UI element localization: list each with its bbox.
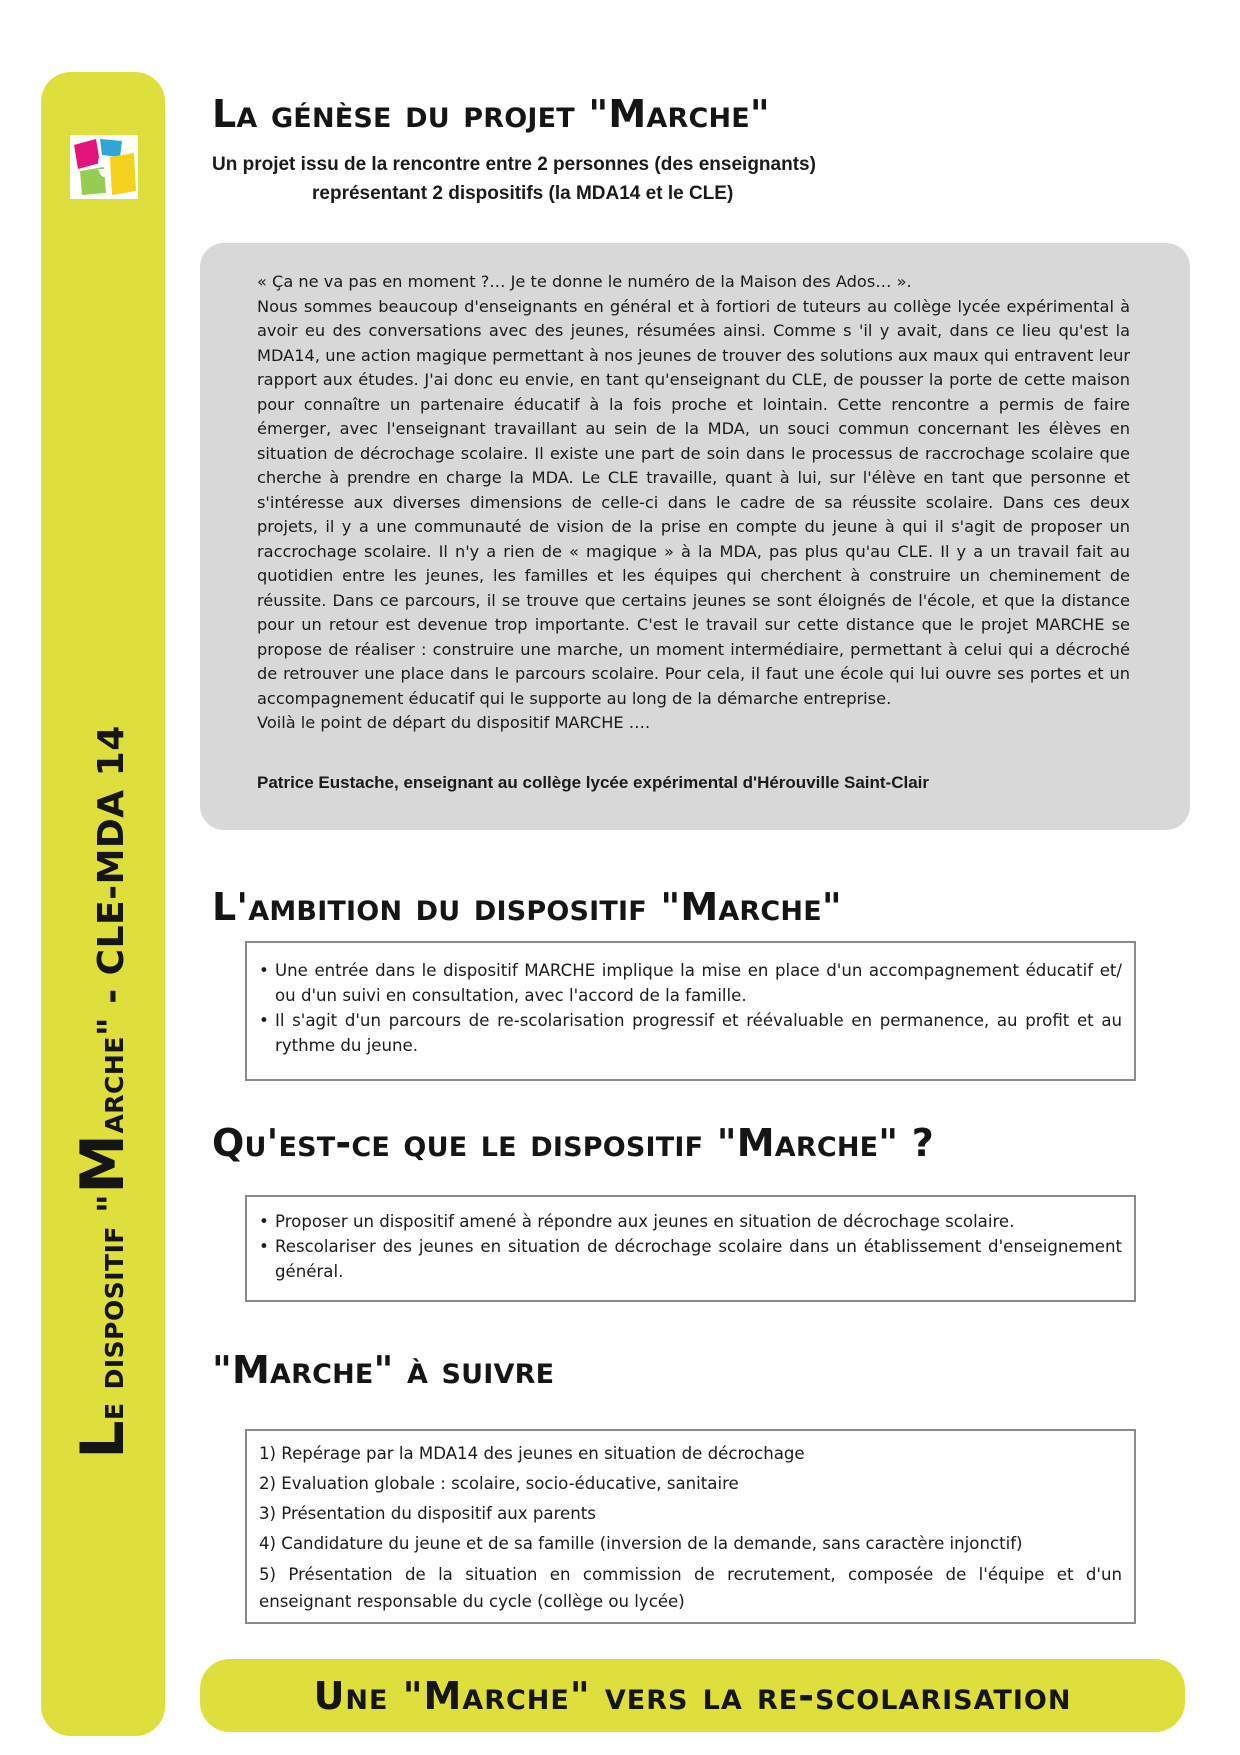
heading-genese: La génèse du projet "Marche" [212, 92, 770, 136]
list-item: • Proposer un dispositif amené à répondre aux jeunes en situation de décrochage scolaire. [259, 1209, 1122, 1234]
list-item: • Une entrée dans le dispositif MARCHE implique la mise en place d'un accompagnement éducatif et/ ou d'un suivi en consultation, avec l'accord de la famille. [259, 958, 1122, 1008]
steps-box [245, 1429, 1136, 1624]
subtitle-line-1: Un projet issu de la rencontre entre 2 personnes (des enseignants) [212, 154, 816, 175]
sidebar-band [41, 72, 165, 1736]
step-item: 5) Présentation de la situation en commission de recrutement, composée de l'équipe et d'un enseignant responsable du cycle (collège ou lycée) [259, 1565, 1122, 1611]
footer-banner [200, 1659, 1185, 1732]
bullet-icon: • [259, 1237, 269, 1256]
step-item: 1) Repérage par la MDA14 des jeunes en situation de décrochage [259, 1444, 805, 1463]
step-item: 2) Evaluation globale : scolaire, socio-éducative, sanitaire [259, 1474, 739, 1493]
quote-opening: « Ça ne va pas en moment ?… Je te donne le numéro de la Maison des Ados… ». [257, 272, 912, 291]
bullet-icon: • [259, 961, 269, 980]
subtitle-line-2: représentant 2 dispositifs (la MDA14 et le CLE) [312, 183, 734, 204]
quote-closing: Voilà le point de départ du dispositif MARCHE …. [257, 713, 651, 732]
ambition-box [245, 941, 1136, 1081]
heading-ambition: L'ambition du dispositif "Marche" [212, 885, 842, 929]
sidebar-title: Le dispositif "Marche" - CLE-MDA 14 [68, 725, 138, 1459]
step-item: 3) Présentation du dispositif aux parents [259, 1504, 596, 1523]
heading-quest-ce: Qu'est-ce que le dispositif "Marche" ? [212, 1121, 934, 1165]
quest-ce-list [259, 1209, 1122, 1284]
logo-graphic [70, 135, 138, 199]
bullet-icon: • [259, 1011, 269, 1030]
genese-subtitle [212, 150, 972, 208]
quote-body: Nous sommes beaucoup d'enseignants en général et à fortiori de tuteurs au collège lycée expérimental à avoir eu des conversations avec des jeunes, résumées ainsi. Comme s 'il y avait, dans ce lieu qu'est la MDA14, une action magique permettant à nos jeunes de trouver des solutions aux maux qui entravent leur rapport aux études. J'ai donc eu envie, en tant qu'enseignant du CLE, de pousser la porte de cette maison pour connaître un partenaire éducatif à la fois proche et lointain. Cette rencontre a permis de faire émerger, avec l'enseignant travaillant au sein de la MDA, un souci commun concernant les élèves en situation de décrochage scolaire. Il existe une part de soin dans le processus de raccrochage scolaire que cherche à prendre en charge la MDA. Le CLE travaille, quant à lui, sur l'élève en tant que personne et s'intéresse aux diverses dimensions de celle-ci dans le cadre de sa réussite scolaire. Dans ces deux projets, il y a une communauté de vision de la prise en compte du jeune à qui il s'agit de proposer un raccrochage scolaire. Il n'y a rien de « magique » à la MDA, pas plus qu'au CLE. Il y a un travail fait au quotidien entre les jeunes, les familles et les équipes qui cherchent à construire un cheminement de réussite. Dans ce parcours, il se trouve que certains jeunes se sont éloignés de l'école, et que la distance pour un retour est devenue trop importante. C'est le travail sur cette distance que le projet MARCHE se propose de réaliser : construire une marche, un moment intermédiaire, permettant à celui qui a décroché de retrouver une place dans le parcours scolaire. Pour cela, il faut une école qui lui ouvre ses portes et un accompagnement éducatif qui le supporte au long de la démarche entreprise. [257, 296, 1130, 708]
quest-ce-box [245, 1195, 1136, 1302]
step-item: 4) Candidature du jeune et de sa famille (inversion de la demande, sans caractère injonctif) [259, 1534, 1023, 1553]
steps-list [259, 1439, 1122, 1615]
footer-slogan: Une "Marche" vers la re-scolarisation [313, 1673, 1072, 1718]
list-item: • Rescolariser des jeunes en situation de décrochage scolaire dans un établissement d'enseignement général. [259, 1234, 1122, 1284]
quote-text [257, 270, 1130, 736]
quote-author: Patrice Eustache, enseignant au collège lycée expérimental d'Hérouville Saint-Clair [257, 773, 930, 792]
bullet-icon: • [259, 1212, 269, 1231]
quote-box [200, 243, 1190, 830]
heading-marche-a-suivre: "Marche" à suivre [212, 1348, 555, 1392]
logo [70, 135, 138, 199]
ambition-list [259, 958, 1122, 1058]
list-item: • Il s'agit d'un parcours de re-scolarisation progressif et réévaluable en permanence, au profit et au rythme du jeune. [259, 1008, 1122, 1058]
